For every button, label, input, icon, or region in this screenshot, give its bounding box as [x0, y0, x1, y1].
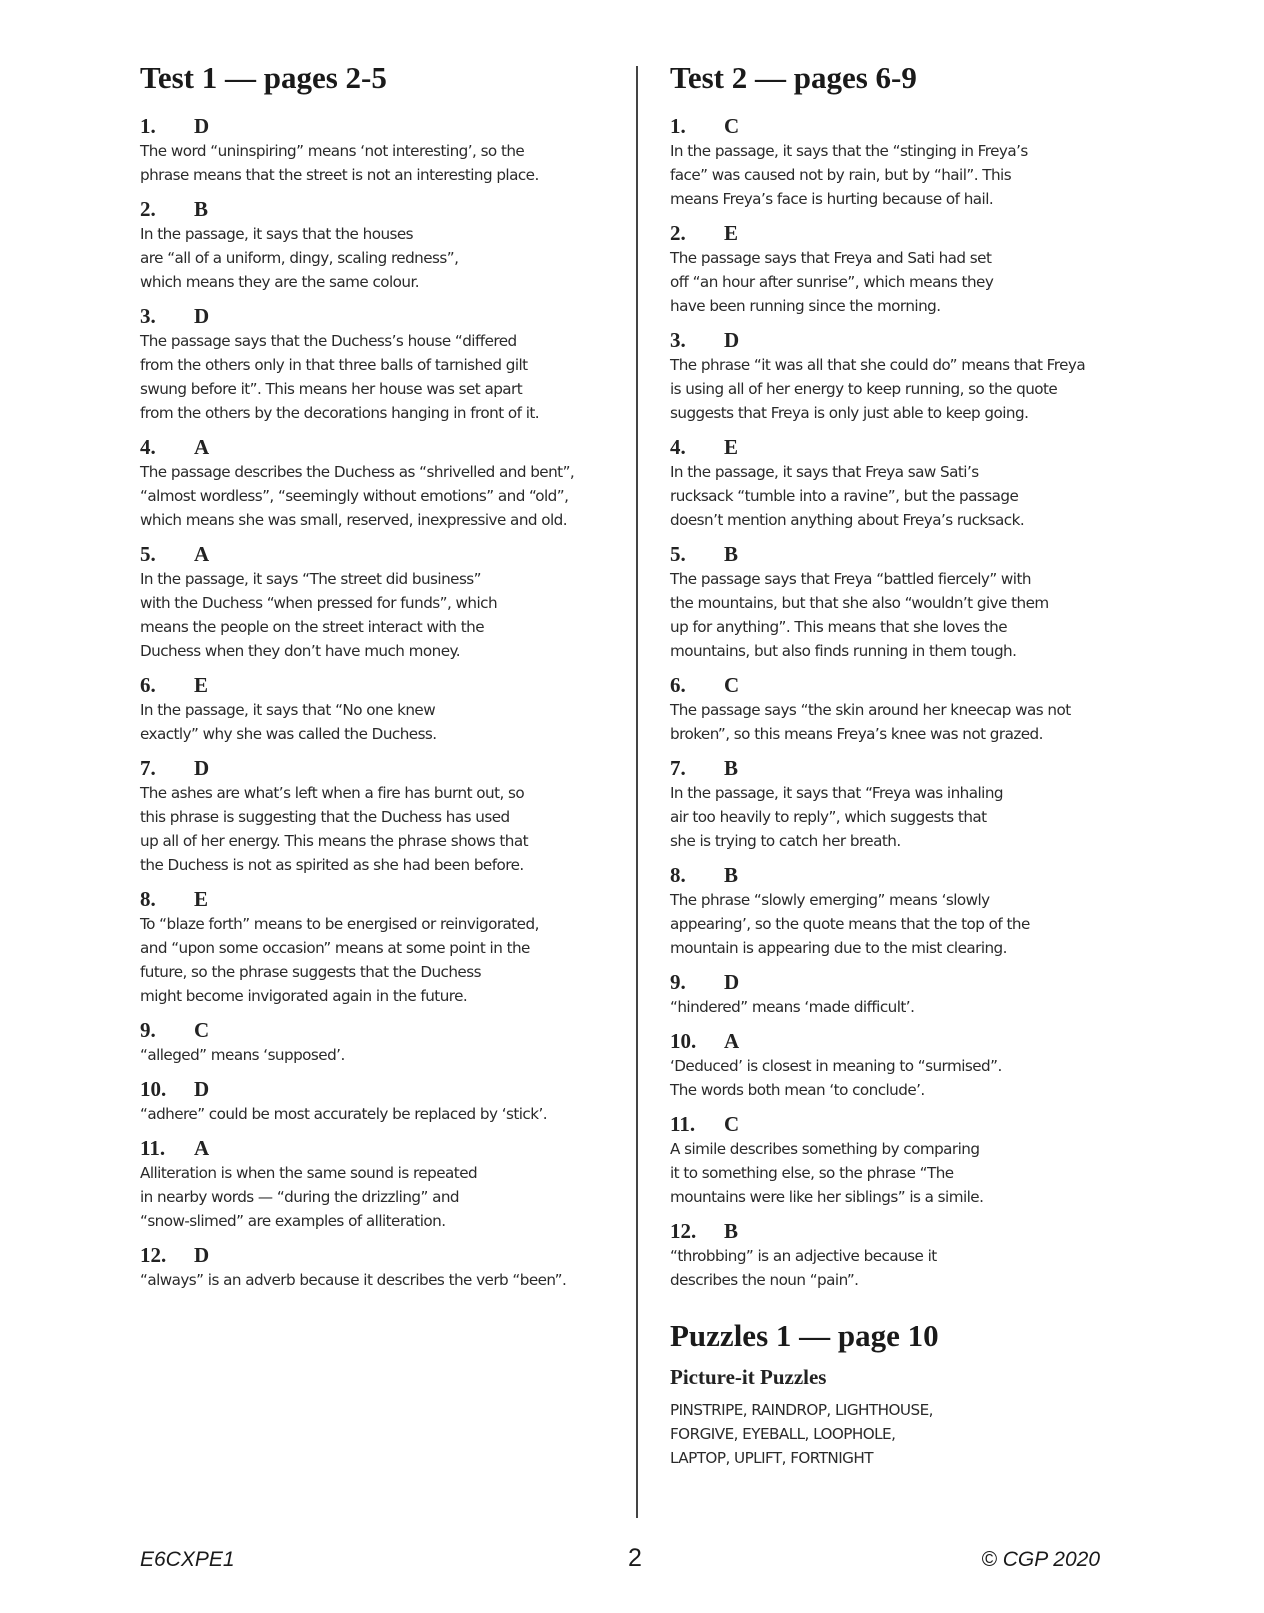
question-number: 2.	[670, 221, 686, 245]
answer-explanation: The word “uninspiring” means ‘not interesting’, so the phrase means that the street is not an interesting place.	[140, 142, 539, 184]
answer-letter: D	[194, 114, 210, 138]
answer-item	[670, 673, 1140, 746]
test1-title: Test 1 — pages 2-5	[140, 60, 387, 95]
answer-item	[670, 221, 1140, 318]
answer-letter: A	[724, 1029, 740, 1053]
answer-item	[670, 1029, 1140, 1102]
answer-item	[140, 1018, 610, 1067]
question-number: 10.	[670, 1029, 697, 1053]
answer-item	[140, 673, 610, 746]
footer-product-code: E6CXPE1	[140, 1548, 235, 1571]
answer-explanation: The passage says that Freya and Sati had set off “an hour after sunrise”, which means they have been running since the morning.	[670, 249, 994, 315]
answer-letter: B	[724, 542, 739, 566]
answer-explanation: Alliteration is when the same sound is repeated in nearby words — “during the drizzling” and “snow-slimed” are examples of alliteration.	[140, 1164, 478, 1230]
answer-heading	[140, 1077, 610, 1101]
answer-explanation: “adhere” could be most accurately be replaced by ‘stick’.	[140, 1105, 548, 1123]
answer-item	[670, 328, 1140, 425]
answer-heading	[140, 756, 610, 780]
answer-item	[670, 1219, 1140, 1292]
puzzles-title: Puzzles 1 — page 10	[670, 1318, 939, 1353]
answer-heading	[140, 673, 610, 697]
answer-letter: B	[724, 756, 739, 780]
question-number: 4.	[670, 435, 686, 459]
answer-letter: D	[194, 1077, 210, 1101]
answer-letter: D	[194, 756, 210, 780]
question-number: 6.	[140, 673, 156, 697]
test1-column	[140, 60, 610, 1302]
answer-heading	[670, 673, 1140, 697]
puzzles-answers: PINSTRIPE, RAINDROP, LIGHTHOUSE, FORGIVE, EYEBALL, LOOPHOLE, LAPTOP, UPLIFT, FORTNIGHT	[670, 1401, 933, 1467]
answer-letter: C	[194, 1018, 210, 1042]
answer-letter: D	[724, 328, 740, 352]
question-number: 4.	[140, 435, 156, 459]
answer-item	[140, 435, 610, 532]
answer-item	[140, 887, 610, 1008]
answer-explanation: The passage says that the Duchess’s house “differed from the others only in that three balls of tarnished gilt swung before it”. This means her house was set apart from the others by the decorations hanging in front of it.	[140, 332, 540, 422]
answer-letter: D	[194, 1243, 210, 1267]
answer-item	[670, 114, 1140, 211]
answer-heading	[670, 756, 1140, 780]
answer-letter: C	[724, 673, 740, 697]
answer-heading	[670, 1029, 1140, 1053]
column-divider	[636, 66, 638, 1518]
answer-explanation: The phrase “it was all that she could do” means that Freya is using all of her energy to keep running, so the quote suggests that Freya is only just able to keep going.	[670, 356, 1086, 422]
answer-explanation: In the passage, it says that the “stinging in Freya’s face” was caused not by rain, but by “hail”. This means Freya’s face is hurting because of hail.	[670, 142, 1028, 208]
question-number: 9.	[140, 1018, 156, 1042]
test1-answer-list	[140, 114, 610, 1292]
answer-letter: B	[194, 197, 209, 221]
puzzles-subtitle: Picture-it Puzzles	[670, 1365, 827, 1389]
puzzles-section	[670, 1318, 1140, 1470]
answer-heading	[670, 863, 1140, 887]
answer-explanation: “alleged” means ‘supposed’.	[140, 1046, 345, 1064]
answer-item	[140, 304, 610, 425]
answer-explanation: In the passage, it says that “No one knew exactly” why she was called the Duchess.	[140, 701, 437, 743]
question-number: 9.	[670, 970, 686, 994]
answer-item	[670, 970, 1140, 1019]
answer-heading	[140, 542, 610, 566]
answer-letter: A	[194, 1136, 210, 1160]
answer-item	[140, 197, 610, 294]
answer-explanation: A simile describes something by comparing it to something else, so the phrase “The mountains were like her siblings” is a simile.	[670, 1140, 984, 1206]
test2-title: Test 2 — pages 6-9	[670, 60, 917, 95]
answer-item	[140, 542, 610, 663]
question-number: 6.	[670, 673, 686, 697]
question-number: 8.	[140, 887, 156, 911]
question-number: 3.	[140, 304, 156, 328]
answer-explanation: The phrase “slowly emerging” means ‘slowly appearing’, so the quote means that the top of the mountain is appearing due to the mist clearing.	[670, 891, 1030, 957]
answer-explanation: In the passage, it says that Freya saw Sati’s rucksack “tumble into a ravine”, but the passage doesn’t mention anything about Freya’s rucksack.	[670, 463, 1025, 529]
answer-explanation: The passage says “the skin around her kneecap was not broken”, so this means Freya’s knee was not grazed.	[670, 701, 1071, 743]
answer-item	[140, 756, 610, 877]
answer-heading	[140, 1243, 610, 1267]
question-number: 7.	[670, 756, 686, 780]
answer-item	[670, 1112, 1140, 1209]
answer-item	[670, 542, 1140, 663]
answer-letter: E	[724, 221, 739, 245]
answer-item	[140, 1136, 610, 1233]
question-number: 7.	[140, 756, 156, 780]
answer-heading	[140, 1018, 610, 1042]
answer-item	[670, 435, 1140, 532]
answer-heading	[140, 435, 610, 459]
answer-letter: B	[724, 1219, 739, 1243]
answer-heading	[140, 114, 610, 138]
answer-letter: B	[724, 863, 739, 887]
answer-heading	[140, 887, 610, 911]
answer-explanation: “throbbing” is an adjective because it describes the noun “pain”.	[670, 1247, 937, 1289]
answer-letter: D	[724, 970, 740, 994]
answer-explanation: In the passage, it says that “Freya was inhaling air too heavily to reply”, which suggests that she is trying to catch her breath.	[670, 784, 1003, 850]
answer-heading	[670, 221, 1140, 245]
answer-letter: E	[724, 435, 739, 459]
answer-letter: D	[194, 304, 210, 328]
answer-explanation: In the passage, it says “The street did business” with the Duchess “when pressed for funds”, which means the people on the street interact with the Duchess when they don’t have much money.	[140, 570, 498, 660]
answer-explanation: “always” is an adverb because it describes the verb “been”.	[140, 1271, 567, 1289]
answer-heading	[140, 1136, 610, 1160]
answer-heading	[140, 304, 610, 328]
answer-heading	[670, 1112, 1140, 1136]
answer-heading	[670, 542, 1140, 566]
question-number: 10.	[140, 1077, 167, 1101]
answer-letter: A	[194, 435, 210, 459]
answer-letter: E	[194, 673, 209, 697]
answer-letter: A	[194, 542, 210, 566]
question-number: 8.	[670, 863, 686, 887]
answer-letter: C	[724, 1112, 740, 1136]
question-number: 5.	[140, 542, 156, 566]
test2-answer-list	[670, 114, 1140, 1292]
answer-item	[670, 863, 1140, 960]
answer-item	[140, 1243, 610, 1292]
answer-letter: C	[724, 114, 740, 138]
answer-explanation: “hindered” means ‘made difficult’.	[670, 998, 915, 1016]
question-number: 1.	[140, 114, 156, 138]
footer-copyright: © CGP 2020	[981, 1548, 1100, 1571]
answer-letter: E	[194, 887, 209, 911]
answer-heading	[670, 114, 1140, 138]
answer-explanation: ‘Deduced’ is closest in meaning to “surmised”. The words both mean ‘to conclude’.	[670, 1057, 1002, 1099]
answer-heading	[670, 970, 1140, 994]
answer-heading	[140, 197, 610, 221]
answer-heading	[670, 1219, 1140, 1243]
answer-item	[670, 756, 1140, 853]
answer-item	[140, 114, 610, 187]
answer-explanation: The passage describes the Duchess as “shrivelled and bent”, “almost wordless”, “seemingly without emotions” and “old”, which means she was small, reserved, inexpressive and old.	[140, 463, 575, 529]
footer-page-number: 2	[628, 1544, 642, 1572]
question-number: 2.	[140, 197, 156, 221]
answer-heading	[670, 435, 1140, 459]
question-number: 11.	[670, 1112, 696, 1136]
question-number: 5.	[670, 542, 686, 566]
answer-heading	[670, 328, 1140, 352]
question-number: 3.	[670, 328, 686, 352]
test2-column	[670, 60, 1140, 1470]
answer-explanation: The passage says that Freya “battled fiercely” with the mountains, but that she also “wouldn’t give them up for anything”. This means that she loves the mountains, but also finds running in them tough.	[670, 570, 1049, 660]
answer-item	[140, 1077, 610, 1126]
answer-explanation: To “blaze forth” means to be energised or reinvigorated, and “upon some occasion” means at some point in the future, so the phrase suggests that the Duchess might become invigorated again in the future.	[140, 915, 539, 1005]
question-number: 12.	[670, 1219, 697, 1243]
answer-explanation: The ashes are what’s left when a fire has burnt out, so this phrase is suggesting that the Duchess has used up all of her energy. This means the phrase shows that the Duchess is not as spirited as she had been before.	[140, 784, 529, 874]
answer-explanation: In the passage, it says that the houses are “all of a uniform, dingy, scaling redness”, which means they are the same colour.	[140, 225, 459, 291]
question-number: 11.	[140, 1136, 166, 1160]
question-number: 12.	[140, 1243, 167, 1267]
question-number: 1.	[670, 114, 686, 138]
